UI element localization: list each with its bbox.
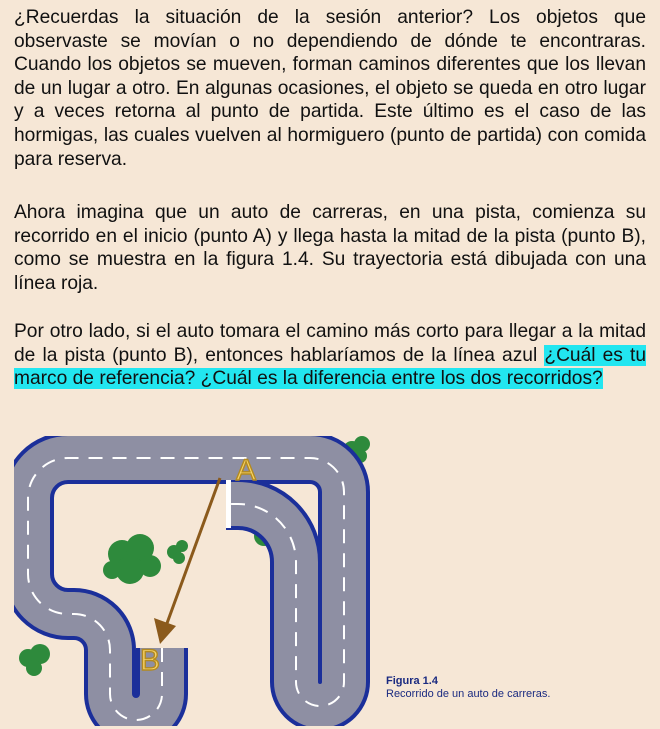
paragraph-intro: ¿Recuerdas la situación de la sesión anterior? Los objetos que observaste se movían o no dependiendo de dónde te encontraras. Cuando los objetos se mueven, forman caminos diferentes que los llevan de un lugar a otro. En algunas ocasiones, el objeto se queda en otro lugar y a veces retorna al punto de partida. Este último es el caso de las hormigas, las cuales vuelven al hormiguero (punto de partida) con comida para reserva. — [14, 7, 646, 170]
tree-icon — [19, 644, 50, 676]
paragraph-race-car: Ahora imagina que un auto de carreras, en una pista, comienza su recorrido en el inicio (punto A) y llega hasta la mitad de la pista (punto B), como se muestra en la figura 1.4. Su trayectoria está dibujada con una línea roja. — [14, 202, 646, 294]
start-line — [226, 480, 231, 528]
figure-caption-title: Figura 1.4 — [386, 675, 438, 687]
displacement-arrow — [154, 478, 220, 644]
figure-caption-text: Recorrido de un auto de carreras. — [386, 688, 551, 700]
race-track — [28, 458, 344, 720]
highlighted-question: ¿Cuál es tu marco de referencia? ¿Cuál es la diferencia entre los dos recorridos? — [14, 344, 646, 390]
tree-icon — [167, 540, 188, 564]
paragraph-shortest-path-lead: Por otro lado, si el auto tomara el camino más corto para llegar a la mitad de la pista (punto B), entonces hablaríamos de la línea azul — [14, 321, 646, 366]
paragraph-shortest-path — [14, 320, 646, 391]
point-b-label: B — [140, 644, 161, 677]
race-track-figure — [14, 436, 386, 726]
point-a-label: A — [236, 454, 257, 487]
tree-icon — [103, 534, 161, 584]
figure-caption — [386, 675, 566, 701]
